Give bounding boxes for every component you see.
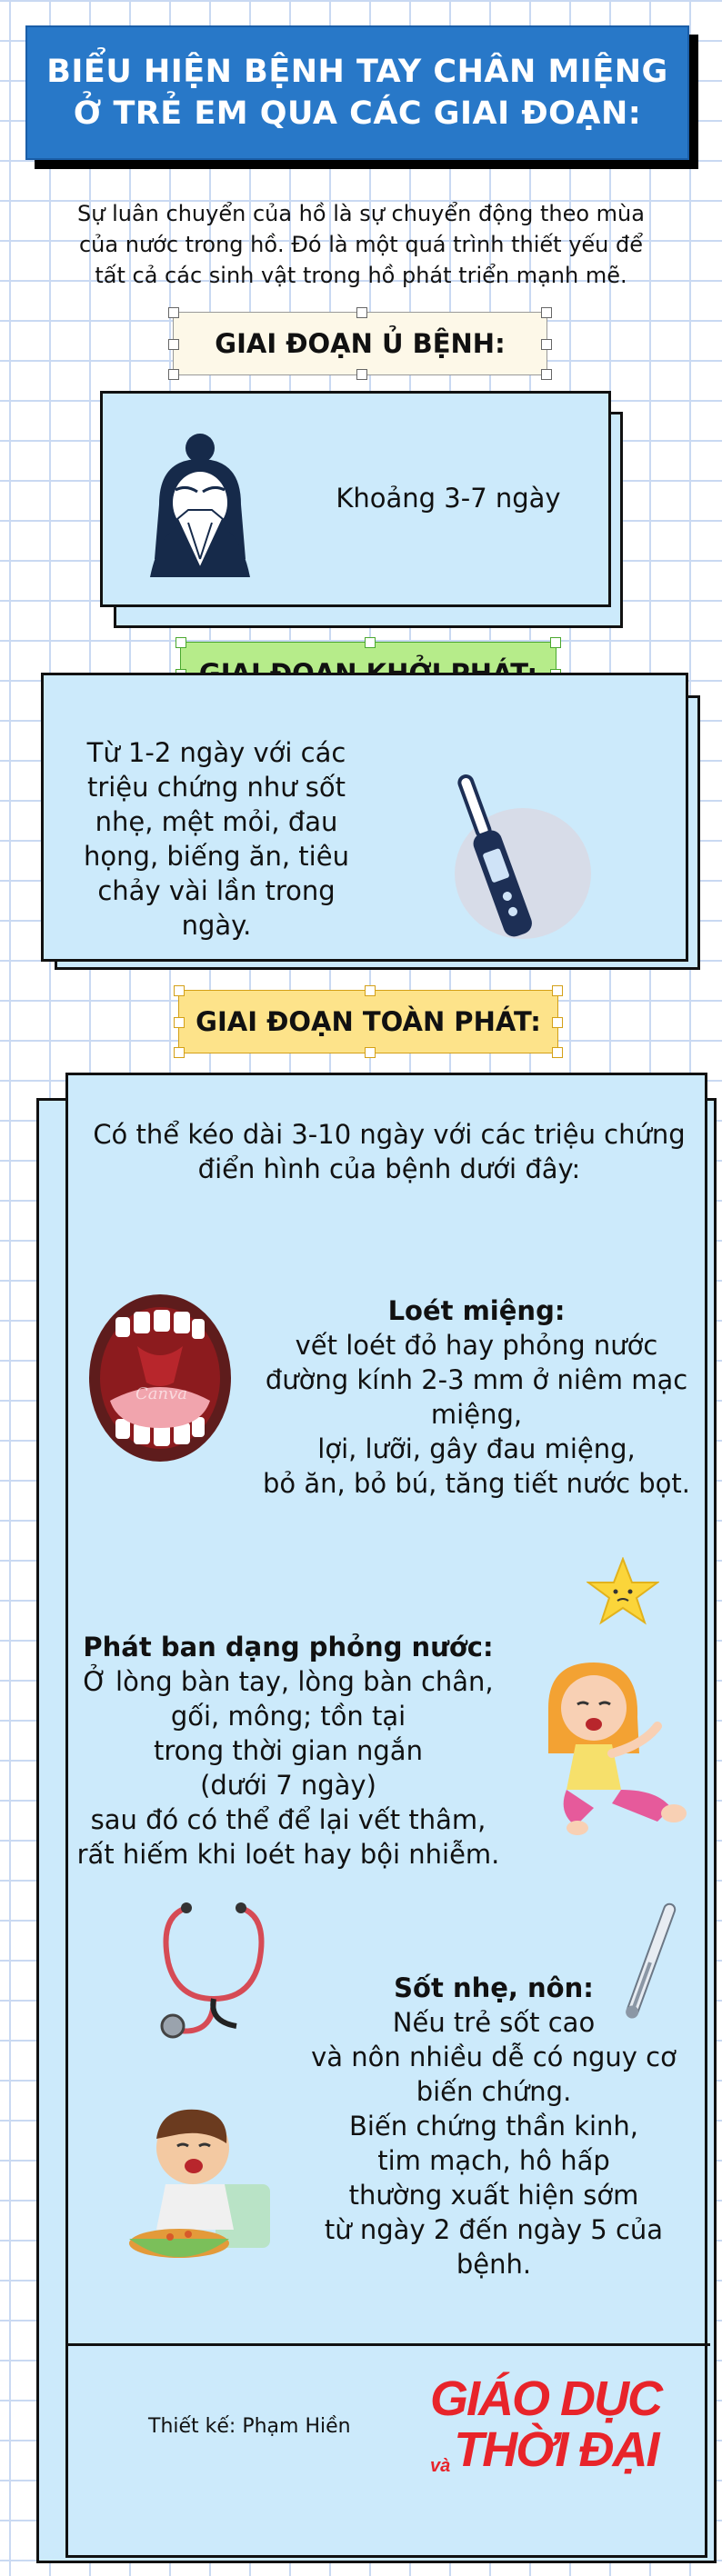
logo-line-1: GIÁO DỤC	[430, 2371, 661, 2426]
logo-line-2: THỜI ĐẠI	[454, 2422, 658, 2477]
symptom-3-title: Sốt nhẹ, nôn:	[394, 1972, 594, 2003]
page-title: BIỂU HIỆN BỆNH TAY CHÂN MIỆNG Ở TRẺ EM QUA CÁC GIAI ĐOẠN:	[46, 54, 668, 132]
symptom-1-title: Loét miệng:	[387, 1295, 566, 1326]
stethoscope-icon	[150, 1899, 286, 2044]
symptom-3-text: Nếu trẻ sốt cao và nôn nhiều dễ có nguy cơ biến chứng. Biến chứng thần kinh, tim mạch, hô hấp thường xuất hiện sớm từ ngày 2 đến ngày 5 của bệnh.	[311, 2007, 677, 2280]
stage-3-intro: Có thể kéo dài 3-10 ngày với các triệu chứng điển hình của bệnh dưới đây:	[93, 1119, 686, 1184]
vomiting-child-icon	[115, 2093, 279, 2275]
designer-credit: Thiết kế: Phạm Hiền	[148, 2415, 351, 2438]
stage-3-label-text: GIAI ĐOẠN TOÀN PHÁT:	[196, 1006, 541, 1037]
stage-2-text: Từ 1-2 ngày với các triệu chứng như sốt nhẹ, mệt mỏi, đau họng, biếng ăn, tiêu chảy vài lần trong ngày.	[84, 737, 349, 941]
stage-3-label	[178, 990, 558, 1053]
canva-watermark: Canva	[135, 1384, 187, 1403]
star-icon	[587, 1557, 659, 1626]
stage-3-card	[65, 1073, 707, 2558]
footer-divider	[68, 2343, 710, 2346]
stage-1-label-text: GIAI ĐOẠN Ủ BỆNH:	[215, 328, 506, 359]
logo	[430, 2373, 694, 2482]
stage-2-card	[41, 673, 688, 962]
crying-girl-icon	[521, 1653, 694, 1835]
stage-1-text: Khoảng 3-7 ngày	[336, 483, 561, 514]
symptom-3	[303, 1971, 685, 2281]
sneezing-person-icon	[132, 432, 268, 577]
logo-small: và	[430, 2456, 451, 2476]
stage-1-label	[173, 312, 547, 375]
symptom-2-text: Ở lòng bàn tay, lòng bàn chân, gối, mông; tồn tại trong thời gian ngắn (dưới 7 ngày) sau đó có thể để lại vết thâm, rất hiếm khi loét hay bội nhiễm.	[76, 1666, 500, 1870]
stage-1-card	[100, 391, 611, 607]
symptom-2-title: Phát ban dạng phỏng nước:	[83, 1632, 494, 1662]
open-mouth-icon	[83, 1292, 237, 1464]
symptom-2	[70, 1630, 506, 1872]
symptom-1	[250, 1293, 703, 1501]
thermometer-icon	[436, 764, 591, 946]
symptom-1-text: vết loét đỏ hay phỏng nước đường kính 2-3 mm ở niêm mạc miệng, lợi, lưỡi, gây đau miệng, bỏ ăn, bỏ bú, tăng tiết nước bọt.	[263, 1330, 690, 1499]
title-banner	[25, 25, 689, 160]
intro-text: Sự luân chuyển của hồ là sự chuyển động theo mùa của nước trong hồ. Đó là một quá trình thiết yếu để tất cả các sinh vật trong hồ phát triển mạnh mẽ.	[77, 201, 645, 288]
